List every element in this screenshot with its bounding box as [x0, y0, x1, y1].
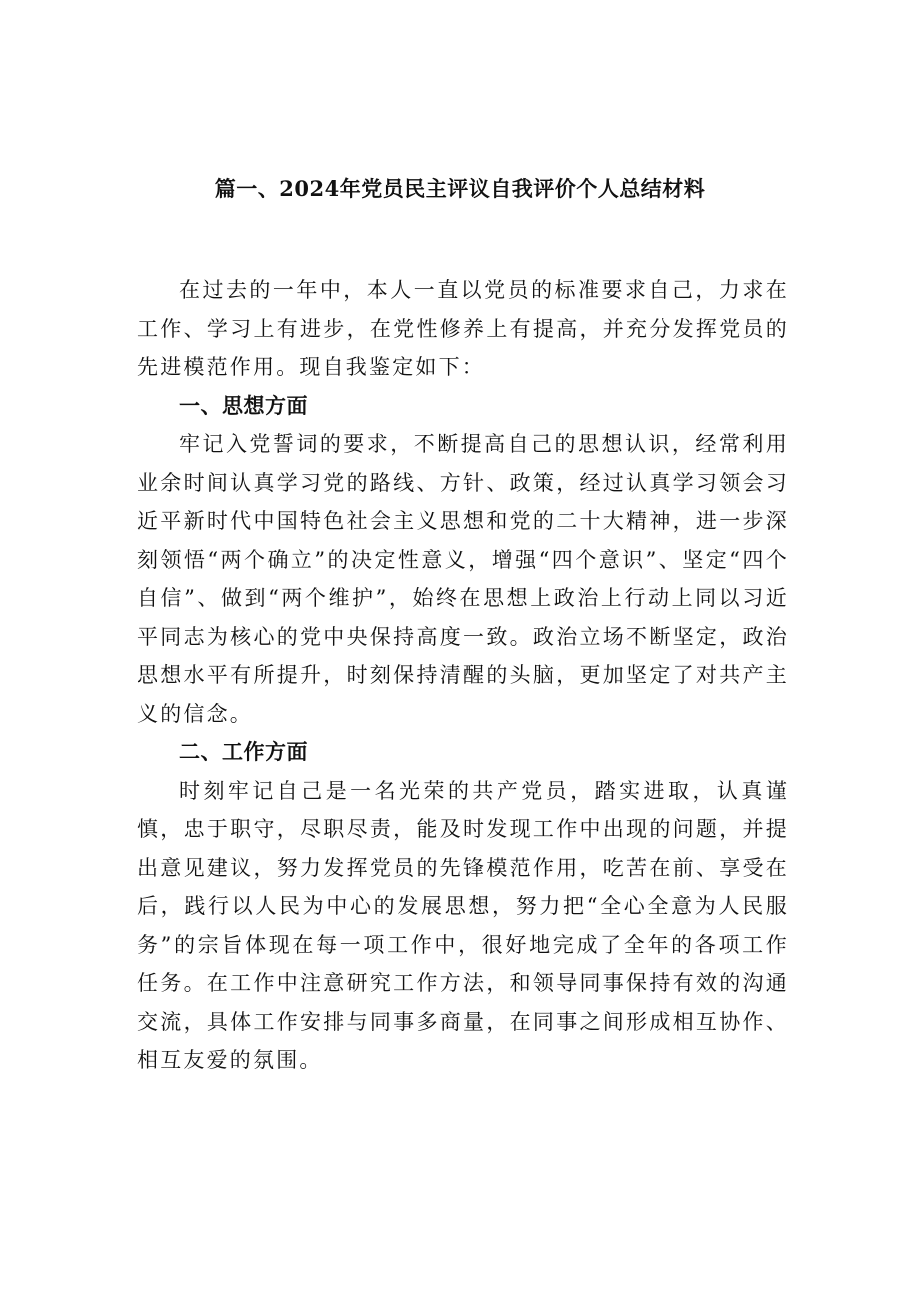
document-title: 篇一、2024年党员民主评议自我评价个人总结材料: [214, 176, 706, 201]
section-body-work: 时刻牢记自己是一名光荣的共产党员，踏实进取，认真谨慎，忠于职守，尽职尽责，能及时发现工作中出现的问题，并提出意见建议，努力发挥党员的先锋模范作用，吃苦在前、享受在后，践行以人民为中心的发展思想，努力把“全心全意为人民服务”的宗旨体现在每一项工作中，很好地完成了全年的各项工作任务。在工作中注意研究工作方法，和领导同事保持有效的沟通交流，具体工作安排与同事多商量，在同事之间形成相互协作、相互友爱的氛围。: [137, 778, 789, 1072]
document-body: [137, 271, 789, 1080]
intro-paragraph: 在过去的一年中，本人一直以党员的标准要求自己，力求在工作、学习上有进步，在党性修养上有提高，并充分发挥党员的先进模范作用。现自我鉴定如下：: [137, 278, 789, 379]
section-body-ideology: 牢记入党誓词的要求，不断提高自己的思想认识，经常利用业余时间认真学习党的路线、方针、政策，经过认真学习领会习近平新时代中国特色社会主义思想和党的二十大精神，进一步深刻领悟“两个确立”的决定性意义，增强“四个意识”、坚定“四个自信”、做到“两个维护”，始终在思想上政治上行动上同以习近平同志为核心的党中央保持高度一致。政治立场不断坚定，政治思想水平有所提升，时刻保持清醒的头脑，更加坚定了对共产主义的信念。: [137, 432, 789, 726]
section-heading-work: 二、工作方面: [179, 740, 308, 764]
section-heading-ideology: 一、思想方面: [179, 393, 308, 418]
